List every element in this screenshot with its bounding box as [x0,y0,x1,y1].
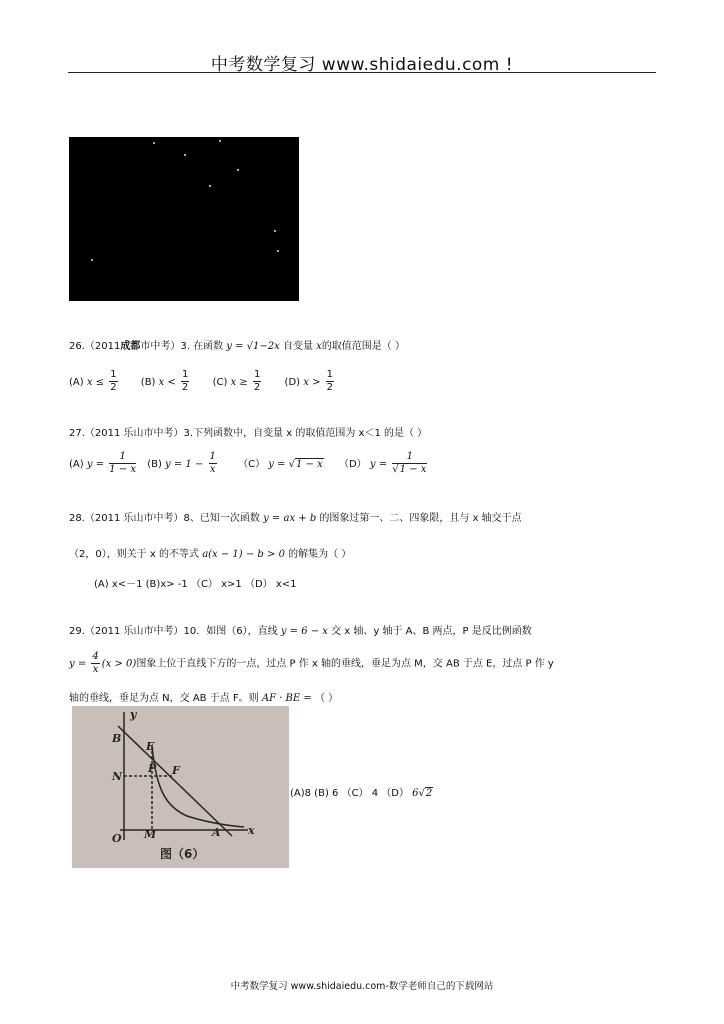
question-28-options: (A) x<－1 (B)x> -1 （C） x>1 （D） x<1 [94,579,297,590]
q27-option-c: （C） y = √1 − x [238,458,323,470]
question-28-stem: 28.（2011 乐山市中考）8、已知一次函数 y = ax + b 的图象过第一、二、四象限，且与 x 轴交于点 [69,513,522,524]
q28-inequality: a(x − 1) − b > 0 [202,549,285,560]
question-27-options [69,452,429,475]
question-26-options [69,370,336,393]
fig-label-x: x [248,824,255,837]
question-27-stem: 27.（2011 乐山市中考）3.下列函数中，自变量 x 的取值范围为 x＜1 的是（ ） [69,428,428,439]
fig-label-p: P [148,762,157,775]
q27-option-a: (A) y = $\frac{1}{1 - x}$ [69,451,136,475]
q26-option-a: (A) x ≤ $\frac{1}{2}$ [69,369,117,393]
fig-label-b: B [112,732,122,745]
q29-formula-line: y = 6 − x [280,626,328,637]
page-header-title: 中考数学复习 www.shidaiedu.com ! [210,55,514,75]
page-footer: 中考数学复习 www.shidaiedu.com-数学老师自己的下载网站 [230,981,494,992]
figure-caption: 图（6） [160,847,205,861]
q26-formula: y = √1−2x [226,341,280,352]
fig-label-n: N [112,770,123,783]
fig-label-m: M [144,828,157,841]
question-28-line2: （2，0），则关于 x 的不等式 a(x − 1) − b > 0 的解集为（ ） [69,549,352,560]
black-image [69,137,299,301]
header-divider [68,72,656,73]
figure-6-graph [72,706,289,868]
fig-label-e: E [146,740,155,753]
question-29-line2: y = $\frac{4}{x}$ (x > 0)图象上位于直线下方的一点，过点 P 作 x 轴的垂线，垂足为点 M，交 AB 于点 E，过点 P 作 y [69,651,554,675]
q26-option-b: (B) x < $\frac{1}{2}$ [140,369,189,393]
question-29-line3: 轴的垂线，垂足为点 N，交 AB 于点 F。则 AF · BE = （ ） [69,693,339,704]
fig-label-y: y [130,708,137,721]
q27-option-d: （D） y = $\frac{1}{√1 - x}$ [338,451,427,475]
fig-label-f: F [172,764,180,777]
fig-label-o: O [112,832,122,845]
question-29-stem: 29.（2011 乐山市中考）10．如图（6），直线 y = 6 − x 交 x 轴、y 轴于 A、B 两点，P 是反比例函数 [69,626,532,637]
q27-option-b: (B) y = 1 − $\frac{1}{x}$ [147,451,216,475]
figure-6 [72,706,289,868]
q26-option-c: (C) x ≥ $\frac{1}{2}$ [212,369,261,393]
fig-label-a: A [212,826,221,839]
question-29-options: (A)8 (B) 6 （C） 4 （D） 6√2 [290,788,433,799]
q26-option-d: (D) x > $\frac{1}{2}$ [284,369,334,393]
q28-formula-line: y = ax + b [263,513,317,524]
question-26-stem: 26.（2011成都市中考）3. 在函数 y = √1−2x 自变量 x的取值范围是（ ） [69,341,405,352]
